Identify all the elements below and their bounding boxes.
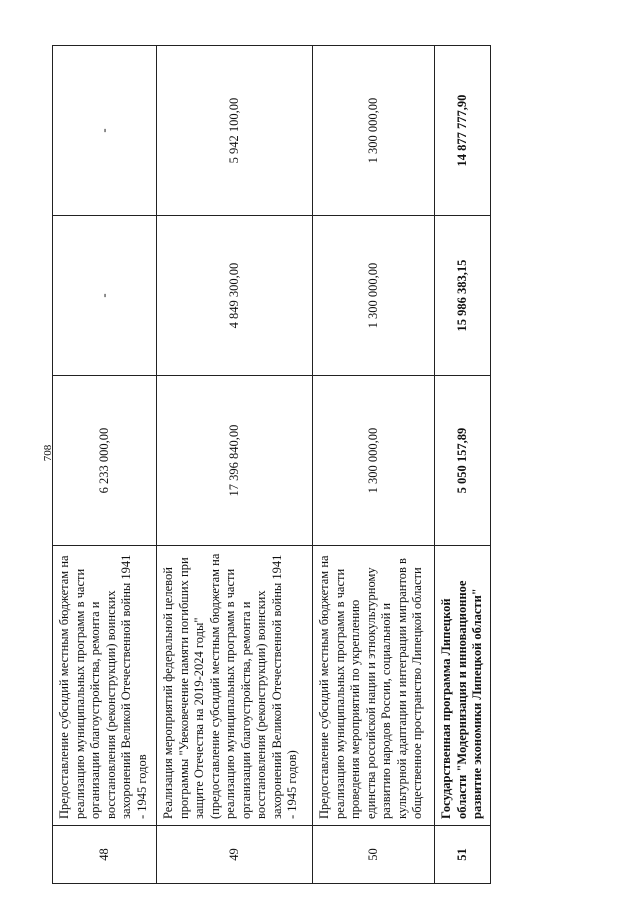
row-value-2: - <box>53 216 157 376</box>
row-value-3: 5 942 100,00 <box>157 46 313 216</box>
table-row <box>157 46 313 884</box>
table-row <box>313 46 435 884</box>
row-value-2: 4 849 300,00 <box>157 216 313 376</box>
row-value-1: 5 050 157,89 <box>435 376 491 546</box>
row-value-2: 15 986 383,15 <box>435 216 491 376</box>
row-value-1: 1 300 000,00 <box>313 376 435 546</box>
row-value-3: 14 877 777,90 <box>435 46 491 216</box>
row-number: 49 <box>157 826 313 884</box>
rotated-table-frame <box>52 46 490 884</box>
row-description: Предоставление субсидий местным бюджетам на реализацию муниципальных программ в части проведения мероприятий по укреплению единства российской нации и этнокультурному развитию народов России, социальной и культурной адаптации и интеграции мигрантов в общественное пространство Липецкой области <box>313 546 435 826</box>
row-value-2: 1 300 000,00 <box>313 216 435 376</box>
page-number: 708 <box>42 444 54 462</box>
row-number: 50 <box>313 826 435 884</box>
row-value-3: - <box>53 46 157 216</box>
row-value-1: 17 396 840,00 <box>157 376 313 546</box>
row-number: 48 <box>53 826 157 884</box>
row-value-1: 6 233 000,00 <box>53 376 157 546</box>
row-description: Реализация мероприятий федеральной целевой программы "Увековечение памяти погибших при защите Отечества на 2019-2024 годы" (предоставление субсидий местным бюджетам на реализацию муниципальных программ в части организации благоустройства, ремонта и восстановления (реконструкции) воинских захоронений Великой Отечественной войны 1941 - 1945 годов) <box>157 546 313 826</box>
row-description: Государственная программа Липецкой области "Модернизация и инновационное развитие экономики Липецкой области" <box>435 546 491 826</box>
row-description: Предоставление субсидий местным бюджетам на реализацию муниципальных программ в части организации благоустройства, ремонта и восстановления (реконструкции) воинских захоронений Великой Отечественной войны 1941 - 1945 годов <box>53 546 157 826</box>
table-row <box>53 46 157 884</box>
table-row-total <box>435 46 491 884</box>
row-number: 51 <box>435 826 491 884</box>
budget-table <box>52 45 491 884</box>
row-value-3: 1 300 000,00 <box>313 46 435 216</box>
